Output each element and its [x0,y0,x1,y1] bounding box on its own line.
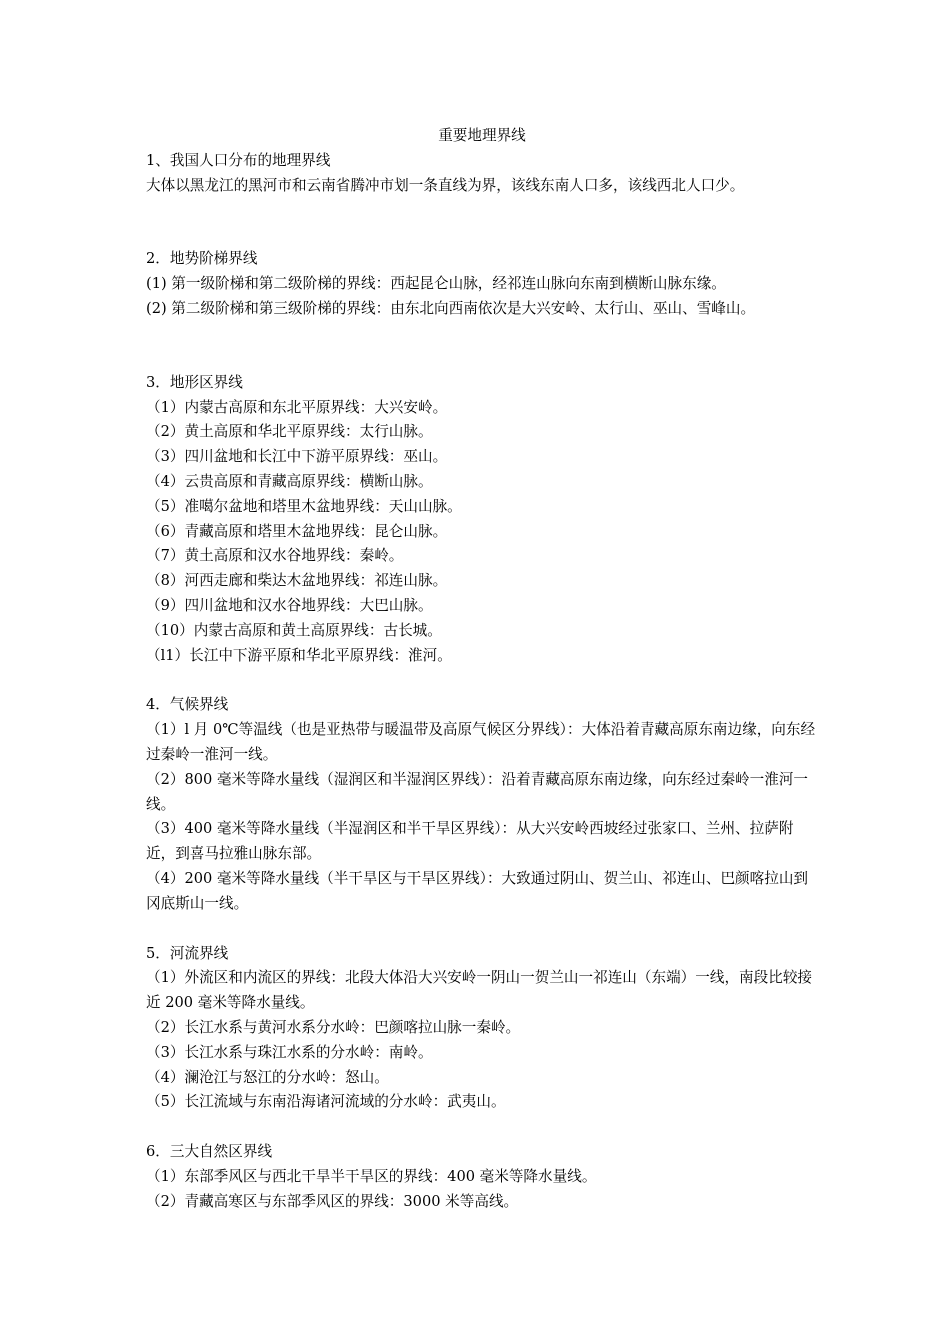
section-heading: 3．地形区界线 [146,373,243,391]
list-item: （3）四川盆地和长江中下游平原界线：巫山。 [146,448,448,466]
list-item: （5）准噶尔盆地和塔里木盆地界线：天山山脉。 [146,497,462,515]
section-population-line [146,149,818,199]
document-page [146,124,818,1214]
section-river-lines [146,942,818,1116]
list-item: （3）400 毫米等降水量线（半湿润区和半干旱区界线）：从大兴安岭西坡经过张家口、兰州、拉萨附近，到喜马拉雅山脉东部。 [146,820,794,863]
list-item: （6）青藏高原和塔里木盆地界线：昆仑山脉。 [146,522,448,540]
list-item: （4）200 毫米等降水量线（半干旱区与干旱区界线）：大致通过阴山、贺兰山、祁连山、巴颜喀拉山到冈底斯山一线。 [146,869,809,912]
list-item: （2）青藏高寒区与东部季风区的界线：3000 米等高线。 [146,1192,519,1210]
section-climate-lines [146,693,818,916]
list-item: (1) 第一级阶梯和第二级阶梯的界线：西起昆仑山脉，经祁连山脉向东南到横断山脉东缘。 [146,275,726,293]
list-item: （3）长江水系与珠江水系的分水岭：南岭。 [146,1043,433,1061]
document-title: 重要地理界线 [438,127,526,144]
list-item: （1）外流区和内流区的界线：北段大体沿大兴安岭一阴山一贺兰山一祁连山（东端）一线，南段比较接近 200 毫米等降水量线。 [146,969,813,1012]
section-heading: 6．三大自然区界线 [146,1143,273,1161]
section-natural-regions [146,1140,818,1214]
spacer [146,1115,818,1140]
list-item: （l1）长江中下游平原和华北平原界线：淮河。 [146,646,452,664]
list-item: (2) 第二级阶梯和第三级阶梯的界线：由东北向西南依次是大兴安岭、太行山、巫山、雪峰山。 [146,299,756,317]
section-heading: 2．地势阶梯界线 [146,250,258,268]
list-item: （10）内蒙古高原和黄土高原界线：古长城。 [146,621,442,639]
list-item: （1）l 月 0℃等温线（也是亚热带与暖温带及高原气候区分界线）：大体沿着青藏高原东南边缘，向东经过秦岭一淮河一线。 [146,721,816,763]
list-item: （2）800 毫米等降水量线（湿润区和半湿润区界线）：沿着青藏高原东南边缘，向东经过秦岭一淮河一线。 [146,770,809,813]
list-item: （7）黄土高原和汉水谷地界线：秦岭。 [146,547,404,565]
spacer [146,198,818,247]
list-item: （4）澜沧江与怒江的分水岭：怒山。 [146,1068,389,1086]
list-item: （5）长江流域与东南沿海诸河流域的分水岭：武夷山。 [146,1093,506,1111]
spacer [146,322,818,371]
section-landform-regions [146,371,818,669]
section-terrain-steps [146,247,818,321]
spacer [146,917,818,942]
list-item: （2）黄土高原和华北平原界线：太行山脉。 [146,423,433,441]
section-heading: 5．河流界线 [146,944,229,962]
section-text: 大体以黑龙江的黑河市和云南省腾冲市划一条直线为界，该线东南人口多，该线西北人口少。 [146,176,745,194]
list-item: （1）东部季风区与西北干旱半干旱区的界线：400 毫米等降水量线。 [146,1167,597,1185]
spacer [146,668,818,693]
list-item: （4）云贵高原和青藏高原界线：横断山脉。 [146,472,433,490]
section-heading: 4．气候界线 [146,696,229,714]
list-item: （9）四川盆地和汉水谷地界线：大巴山脉。 [146,596,433,614]
list-item: （1）内蒙古高原和东北平原界线：大兴安岭。 [146,398,448,416]
section-heading: 1、我国人口分布的地理界线 [146,151,331,169]
list-item: （2）长江水系与黄河水系分水岭：巴颜喀拉山脉一秦岭。 [146,1018,521,1036]
list-item: （8）河西走廊和柴达木盆地界线：祁连山脉。 [146,572,448,590]
